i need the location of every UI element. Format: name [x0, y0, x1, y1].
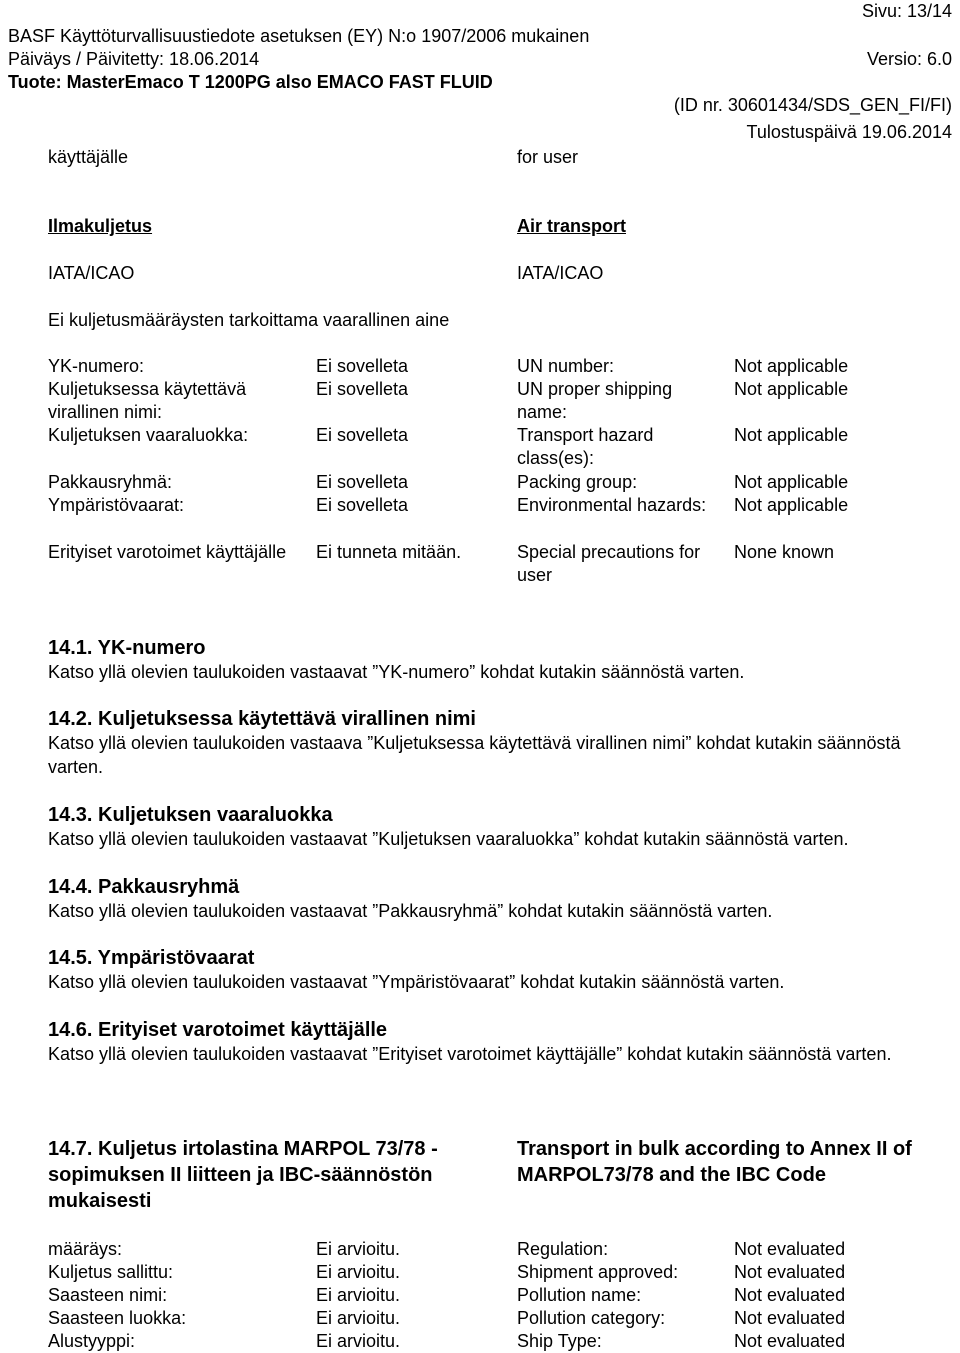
- air-row-value-en: None known: [734, 542, 835, 562]
- marpol-row-value-en: Not evaluated: [734, 1331, 846, 1351]
- marpol-row-label-fi: määräys:: [48, 1239, 123, 1259]
- marpol-row-value-en: Not evaluated: [734, 1239, 846, 1259]
- marpol-row-label-en: Pollution category:: [517, 1308, 666, 1328]
- air-row-value-en: Not applicable: [734, 379, 849, 399]
- section-text: Katso yllä olevien taulukoiden vastaavat ”Kuljetuksen vaaraluokka” kohdat kutakin säännöstä varten.: [48, 829, 849, 849]
- section-6: [48, 1018, 948, 1066]
- air-row-value-en: Not applicable: [734, 495, 849, 515]
- air-code-en: IATA/ICAO: [517, 263, 604, 283]
- marpol-row-label-en: Shipment approved:: [517, 1262, 679, 1282]
- air-row-label-en: UN number:: [517, 356, 615, 376]
- air-row-label-en: UN proper shipping name:: [517, 379, 673, 422]
- air-row-label-fi: YK-numero:: [48, 356, 145, 376]
- air-row-label-en: Environmental hazards:: [517, 495, 707, 515]
- product-name: Tuote: MasterEmaco T 1200PG also EMACO FAST FLUID: [8, 72, 493, 92]
- air-heading-fi: Ilmakuljetus: [48, 216, 153, 236]
- air-row-value-fi: Ei sovelleta: [316, 379, 409, 399]
- section-title: 14.1. YK-numero: [48, 637, 206, 659]
- marpol-row-label-en: Ship Type:: [517, 1331, 602, 1351]
- section-title: 14.6. Erityiset varotoimet käyttäjälle: [48, 1019, 388, 1041]
- marpol-row-value-en: Not evaluated: [734, 1308, 846, 1328]
- version: Versio: 6.0: [866, 49, 952, 69]
- marpol-row-label-en: Pollution name:: [517, 1285, 642, 1305]
- marpol-heading-en: Transport in bulk according to Annex II of MARPOL73/78 and the IBC Code: [517, 1138, 912, 1186]
- section-text: Katso yllä olevien taulukoiden vastaavat ”Erityiset varotoimet käyttäjälle” kohdat kutakin säännöstä varten.: [48, 1044, 892, 1064]
- marpol-row-value-fi: Ei arvioitu.: [316, 1308, 401, 1328]
- marpol-row-label-fi: Saasteen luokka:: [48, 1308, 187, 1328]
- section-text: Katso yllä olevien taulukoiden vastaavat ”Pakkausryhmä” kohdat kutakin säännöstä varten.: [48, 901, 773, 921]
- marpol-row-label-en: Regulation:: [517, 1239, 609, 1259]
- section-text: Katso yllä olevien taulukoiden vastaavat ”YK-numero” kohdat kutakin säännöstä varten.: [48, 662, 745, 682]
- marpol-row-label-fi: Alustyyppi:: [48, 1331, 136, 1351]
- document-title: BASF Käyttöturvallisuustiedote asetuksen (EY) N:o 1907/2006 mukainen: [8, 26, 590, 46]
- carry-label-en: for user: [517, 147, 579, 167]
- section-title: 14.5. Ympäristövaarat: [48, 947, 255, 969]
- marpol-row-label-fi: Saasteen nimi:: [48, 1285, 168, 1305]
- marpol-row-value-fi: Ei arvioitu.: [316, 1239, 401, 1259]
- section-1: [48, 636, 948, 684]
- marpol-row-value-fi: Ei arvioitu.: [316, 1262, 401, 1282]
- air-row-value-fi: Ei sovelleta: [316, 356, 409, 376]
- air-row-label-en: Packing group:: [517, 472, 638, 492]
- section-3: [48, 803, 948, 851]
- marpol-heading-fi: 14.7. Kuljetus irtolastina MARPOL 73/78 -sopimuksen II liitteen ja IBC-säännöstön mukaisesti: [48, 1138, 438, 1212]
- section-2: [48, 707, 948, 779]
- air-row-value-en: Not applicable: [734, 472, 849, 492]
- page-number: Sivu: 13/14: [861, 1, 952, 21]
- carry-label-fi: käyttäjälle: [48, 147, 129, 167]
- marpol-row-value-fi: Ei arvioitu.: [316, 1285, 401, 1305]
- section-title: 14.4. Pakkausryhmä: [48, 876, 240, 898]
- air-row-value-fi: Ei sovelleta: [316, 425, 409, 445]
- air-row-label-fi: Kuljetuksessa käytettävä virallinen nimi:: [48, 379, 247, 422]
- air-row-label-fi: Kuljetuksen vaaraluokka:: [48, 425, 249, 445]
- air-code-fi: IATA/ICAO: [48, 263, 135, 283]
- air-row-value-fi: Ei sovelleta: [316, 472, 409, 492]
- section-5: [48, 946, 948, 994]
- air-row-label-fi: Pakkausryhmä:: [48, 472, 173, 492]
- section-text: Katso yllä olevien taulukoiden vastaava ”Kuljetuksessa käytettävä virallinen nimi” kohdat kutakin säännöstä varten.: [48, 733, 901, 777]
- print-date: Tulostuspäivä 19.06.2014: [746, 122, 952, 142]
- section-title: 14.3. Kuljetuksen vaaraluokka: [48, 804, 333, 826]
- air-row-label-fi: Ympäristövaarat:: [48, 495, 185, 515]
- section-4: [48, 875, 948, 923]
- air-row-value-fi: Ei sovelleta: [316, 495, 409, 515]
- section-text: Katso yllä olevien taulukoiden vastaavat ”Ympäristövaarat” kohdat kutakin säännöstä varten.: [48, 972, 785, 992]
- air-row-value-fi: Ei tunneta mitään.: [316, 542, 462, 562]
- marpol-row-label-fi: Kuljetus sallittu:: [48, 1262, 174, 1282]
- air-note: Ei kuljetusmääräysten tarkoittama vaarallinen aine: [48, 310, 450, 330]
- air-row-label-en: Transport hazard class(es):: [517, 425, 654, 468]
- air-row-value-en: Not applicable: [734, 425, 849, 445]
- air-heading-en: Air transport: [517, 216, 627, 236]
- air-row-label-fi: Erityiset varotoimet käyttäjälle: [48, 542, 287, 562]
- marpol-row-value-en: Not evaluated: [734, 1285, 846, 1305]
- air-row-label-en: Special precautions for user: [517, 542, 701, 585]
- section-title: 14.2. Kuljetuksessa käytettävä virallinen nimi: [48, 708, 476, 730]
- marpol-row-value-fi: Ei arvioitu.: [316, 1331, 401, 1351]
- marpol-row-value-en: Not evaluated: [734, 1262, 846, 1282]
- document-id: (ID nr. 30601434/SDS_GEN_FI/FI): [673, 95, 952, 115]
- revision-date: Päiväys / Päivitetty: 18.06.2014: [8, 49, 260, 69]
- air-row-value-en: Not applicable: [734, 356, 849, 376]
